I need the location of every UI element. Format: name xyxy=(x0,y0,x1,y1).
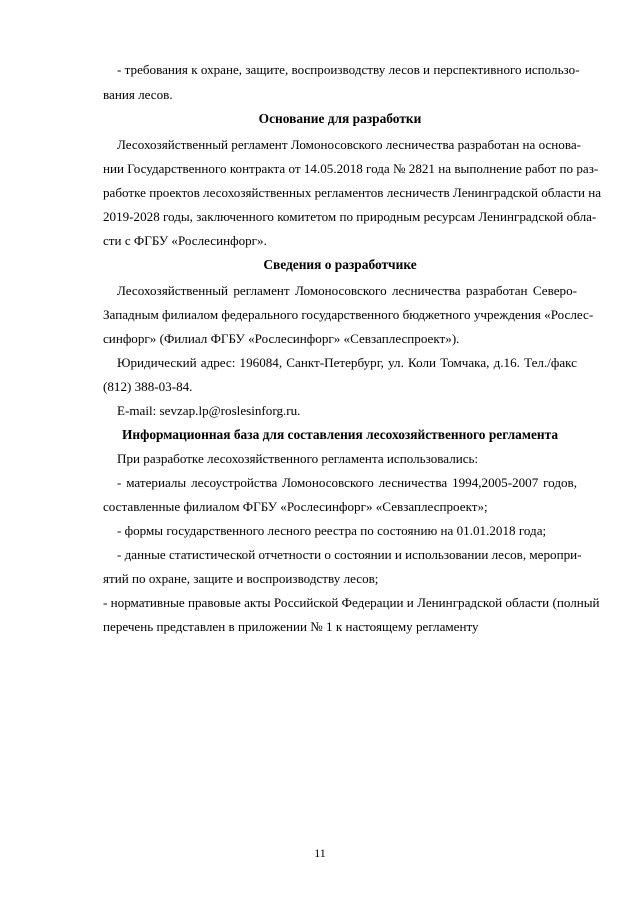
email-line: E-mail: sevzap.lp@roslesinforg.ru. xyxy=(117,403,301,418)
section-heading: Основание для разработки xyxy=(258,111,422,126)
body-line: - требования к охране, защите, воспроизводству лесов и перспективного использо- xyxy=(117,62,580,77)
body-line: (812) 388-03-84. xyxy=(103,379,193,394)
section-heading: Сведения о разработчике xyxy=(263,257,417,272)
body-line: 2019-2028 годы, заключенного комитетом по природным ресурсам Ленинградской обла- xyxy=(103,209,597,224)
body-line: перечень представлен в приложении № 1 к настоящему регламенту xyxy=(103,619,479,634)
body-line: - материалы лесоустройства Ломоносовского лесничества 1994,2005-2007 годов, xyxy=(117,475,577,490)
body-line: Юридический адрес: 196084, Санкт-Петербург, ул. Коли Томчака, д.16. Тел./факс xyxy=(117,355,577,370)
body-line: синфорг» (Филиал ФГБУ «Рослесинфорг» «Севзаплеспроект»). xyxy=(103,331,460,346)
body-line: Лесохозяйственный регламент Ломоносовского лесничества разработан Северо- xyxy=(117,283,577,298)
body-line: сти с ФГБУ «Рослесинфорг». xyxy=(103,233,267,248)
page-number: 11 xyxy=(314,846,326,860)
body-line: Западным филиалом федерального государственного бюджетного учреждения «Рослес- xyxy=(103,307,594,322)
body-line: - нормативные правовые акты Российской Федерации и Ленинградской области (полный xyxy=(103,595,600,610)
body-line: нии Государственного контракта от 14.05.2018 года № 2821 на выполнение работ по раз- xyxy=(103,161,599,176)
body-line: - формы государственного лесного реестра по состоянию на 01.01.2018 года; xyxy=(117,523,547,538)
body-line: Лесохозяйственный регламент Ломоносовского лесничества разработан на основа- xyxy=(117,137,582,152)
body-line: составленные филиалом ФГБУ «Рослесинфорг» «Севзаплеспроект»; xyxy=(103,499,488,514)
body-line: - данные статистической отчетности о состоянии и использовании лесов, меропри- xyxy=(117,547,582,562)
section-heading: Информационная база для составления лесохозяйственного регламента xyxy=(121,427,559,442)
body-line: При разработке лесохозяйственного регламента использовались: xyxy=(117,451,479,466)
body-line: вания лесов. xyxy=(103,87,173,102)
body-line: ятий по охране, защите и воспроизводству лесов; xyxy=(103,571,379,586)
body-line: работке проектов лесохозяйственных регламентов лесничеств Ленинградской области на xyxy=(103,185,602,200)
